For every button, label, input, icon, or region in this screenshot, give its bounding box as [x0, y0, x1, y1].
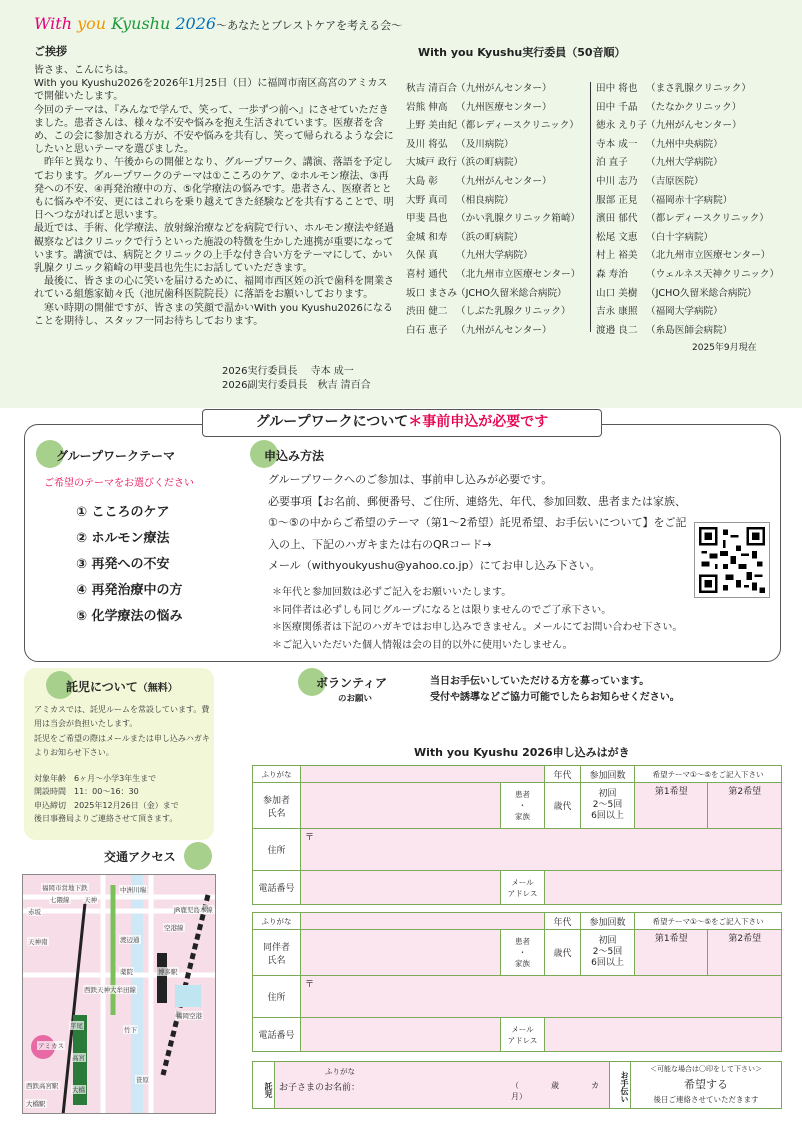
member-name: 秋吉 清百合 — [406, 83, 458, 94]
member-name: 大野 真司 — [406, 194, 448, 206]
greeting-heading: ご挨拶 — [34, 45, 67, 58]
committee-member — [596, 80, 796, 99]
committee-member — [596, 229, 796, 248]
committee-member — [596, 154, 796, 173]
member-name: 中川 志乃 — [596, 175, 638, 187]
theme-item: ④ 再発治療中の方 — [76, 583, 183, 598]
count-options[interactable]: 初回 2～5回 6回以上 — [581, 783, 635, 829]
member-org: （九州がんセンター） — [646, 120, 742, 132]
signature: 2026実行委員長 寺本 成一 2026副実行委員長 秋吉 清百合 — [222, 366, 371, 391]
committee-date: 2025年9月現在 — [692, 343, 757, 353]
member-org: （九州がんセンター） — [456, 324, 552, 336]
committee-list-right — [596, 80, 796, 340]
member-org: （ウェルネス天神クリニック） — [646, 268, 780, 280]
member-name: 岩熊 伸高 — [406, 101, 448, 113]
committee-member — [406, 247, 588, 266]
member-name: 久保 真 — [406, 250, 438, 262]
member-org: （浜の町病院） — [456, 157, 524, 169]
theme-item: ② ホルモン療法 — [76, 531, 170, 546]
member-org: （北九州市立医療センター） — [456, 268, 581, 280]
committee-member — [596, 285, 796, 304]
member-name: 徳永 えり子 — [596, 120, 648, 132]
volunteer-body: 当日お手伝いしていただける方を募っています。 受付や誘導などご協力可能でしたらお知らせください。 — [430, 676, 680, 703]
committee-member — [406, 117, 588, 136]
member-name: 田中 千晶 — [596, 101, 638, 113]
childcare-form: 託児 ふりがな お子さまのお名前： （ 歳 カ月） お手伝い ＜可能な場合は〇印をして下さい＞ 希望する 後日ご連絡させていただきます — [252, 1061, 782, 1109]
member-name: 松尾 文恵 — [596, 231, 638, 243]
count-options[interactable]: 初回 2～5回 6回以上 — [581, 930, 635, 976]
committee-member — [406, 136, 588, 155]
address-input[interactable]: 〒 — [301, 976, 782, 1018]
volunteer-heading: ボランティア — [316, 676, 388, 690]
committee-member — [406, 285, 588, 304]
member-name: 喜村 通代 — [406, 268, 448, 280]
member-org: （相良病院） — [456, 194, 514, 206]
helper-option[interactable]: ＜可能な場合は〇印をして下さい＞ 希望する 後日ご連絡させていただきます — [650, 1065, 762, 1104]
member-org: （しぶた乳腺クリニック） — [456, 306, 571, 318]
committee-member — [406, 192, 588, 211]
qr-code-icon[interactable] — [694, 522, 770, 598]
member-org: （かい乳腺クリニック箱崎） — [456, 213, 581, 225]
greeting-body: 皆さま、こんにちは。 With you Kyushu2026を2026年1月25日（日）に福岡市南区高宮のアミカスで開催いたします。 今回のテーマは、『みんなで学んで、笑って、一歩ずつ前へ』にさせていただきました。患者さんは、様々な不安や悩みを抱え生活されています。医療者を含め、この会に参加される方が、不安や悩みを共有し、笑って帰られるような会にしたいと思いテーマを選びました。 昨年と異なり、午後からの開催となり、グループワーク、講演、落語を予定しております。グループワークのテーマは①こころのケア、②ホルモン療法、③再発への不安、④再発治療中の方、⑤化学療法の悩みです。患者さん、医療者とともに悩みや不安、更にはこれらを乗り越えてきた経験などを共有することで、明日へつながればと思います。 最近では、手術、化学療法、放射線治療などを病院で行い、ホルモン療法や経過観察などはクリニックで行うといった施設の特徴を生かした連携が重要になっています。講演では、病院とクリニックの上手な付き合い方をテーマにして、かい乳腺クリニック箱崎の甲斐昌也先生にお話していただきます。 最後に、皆さまの心に笑いを届けるために、福岡市西区姪の浜で歯科を開業されている組態家勧々氏（池尻歯科医院院長）に落語をお願いしております。 寒い時期の開催ですが、皆さまの笑顔で温かいWith you Kyushu2026になることを期待し、スタッフ一同お待ちしております。 — [34, 65, 394, 327]
member-org: （北九州市立医療センター） — [646, 250, 771, 262]
theme-list — [76, 500, 183, 630]
member-name: 上野 美由紀 — [406, 120, 458, 132]
furigana-input[interactable] — [301, 766, 545, 783]
member-name: 吉永 康照 — [596, 306, 638, 318]
committee-member — [596, 266, 796, 285]
member-name: 寺本 成一 — [596, 138, 638, 150]
committee-member — [406, 210, 588, 229]
member-name: 村上 裕美 — [596, 250, 638, 262]
member-name: 泊 直子 — [596, 157, 628, 169]
member-org: （九州大学病院） — [646, 157, 723, 169]
theme-item: ③ 再発への不安 — [76, 557, 170, 572]
member-org: （吉原医院） — [646, 175, 704, 187]
access-map: 福岡市営地下鉄 七隈線 天神 中洲川端 赤坂 天神南 渡辺通 薬院 平尾 高宮 大橋 アミカス 西鉄天神大牟田線 博多駅 福岡空港 空港線 JR鹿児島本線 竹下 笹原 西鉄高宮駅 大橋駅 — [22, 874, 216, 1114]
member-name: 坂口 まさみ — [406, 287, 458, 299]
member-name: 及川 将弘 — [406, 138, 448, 150]
committee-member — [406, 322, 588, 341]
committee-member — [596, 117, 796, 136]
apply-body: グループワークへのご参加は、事前申し込みが必要です。 必要事項【お名前、郵便番号、ご住所、連絡先、年代、参加回数、患者または家族、①～⑤の中からご希望のテーマ（第1～2希望）託児希望、お手伝いについて】をご記入の上、下記のハガキまたは右のQRコード→ メール（withyoukyushu@yahoo.co.jp）にてお申し込み下さい。 — [268, 469, 688, 577]
email-input[interactable] — [545, 871, 782, 905]
member-name: 甲斐 昌也 — [406, 213, 448, 225]
member-name: 大城戸 政行 — [406, 157, 458, 169]
member-org: （九州がんセンター） — [456, 175, 552, 187]
childcare-body: アミカスでは、託児ルームを常設しています。費用は当会が負担いたします。 託児をご希望の際はメールまたは申し込みハガキよりお知らせ下さい。 — [34, 705, 210, 757]
phone-input[interactable] — [301, 1018, 501, 1052]
child-name-input[interactable]: ふりがな お子さまのお名前： （ 歳 カ月） — [275, 1062, 609, 1108]
committee-member — [596, 192, 796, 211]
committee-member — [406, 99, 588, 118]
apply-email: メール（withyoukyushu@yahoo.co.jp）にてお申し込み下さい。 — [268, 559, 601, 572]
member-org: （JCHO久留米総合病院） — [646, 287, 757, 299]
committee-heading: With you Kyushu実行委員（50音順） — [418, 46, 626, 59]
committee-member — [596, 210, 796, 229]
committee-member — [596, 99, 796, 118]
committee-member — [406, 80, 588, 99]
member-name: 服部 正見 — [596, 194, 638, 206]
furigana-input[interactable] — [301, 913, 545, 930]
member-org: （九州医療センター） — [456, 101, 552, 113]
member-org: （都レディースクリニック） — [456, 120, 579, 132]
committee-member — [596, 322, 796, 341]
member-org: （JCHO久留米総合病院） — [456, 287, 567, 299]
theme-item: ⑤ 化学療法の悩み — [76, 609, 183, 624]
companion-form: ふりがな 年代 参加回数 希望テーマ①～⑤をご記入下さい 同伴者 氏名 患者 ・ 家族 歳代 初回 2～5回 6回以上 第1希望 第2希望 住所 〒 電話番号 メール アドレス — [252, 912, 782, 1052]
committee-member — [596, 247, 796, 266]
form-title: With you Kyushu 2026申し込みはがき — [414, 746, 630, 759]
committee-member — [406, 173, 588, 192]
committee-member — [406, 266, 588, 285]
member-org: （九州がんセンター） — [456, 83, 552, 94]
member-name: 濱田 郁代 — [596, 213, 638, 225]
member-name: 渡邉 良二 — [596, 324, 638, 336]
member-org: （福岡大学病院） — [646, 306, 723, 318]
member-org: （まさ乳腺クリニック） — [646, 83, 751, 94]
member-org: （たなかクリニック） — [646, 101, 742, 113]
volunteer-sub: のお願い — [338, 694, 373, 704]
committee-member — [596, 136, 796, 155]
committee-member — [596, 303, 796, 322]
member-org: （糸島医師会病院） — [646, 324, 733, 336]
member-name: 渋田 健二 — [406, 306, 448, 318]
phone-input[interactable] — [301, 871, 501, 905]
member-org: （九州中央病院） — [646, 138, 723, 150]
committee-member — [596, 173, 796, 192]
member-name: 白石 恵子 — [406, 324, 448, 336]
address-input[interactable]: 〒 — [301, 829, 782, 871]
childcare-info: 対象年齢 6ヶ月～小学3年生まで 開設時間 11：00～16：30 申込締切 2025年12月26日（金）まで 後日事務局よりご連絡させて頂きます。 — [34, 774, 179, 824]
committee-list-left — [406, 80, 588, 340]
groupwork-tab: グループワークについて＊事前申込が必要です — [202, 409, 602, 437]
committee-member — [406, 229, 588, 248]
theme-item: ① こころのケア — [76, 505, 170, 520]
page-title: With you Kyushu 2026～あなたとブレストケアを考える会～ — [34, 14, 403, 33]
email-input[interactable] — [545, 1018, 782, 1052]
member-name: 金城 和寿 — [406, 231, 448, 243]
companion-name-input[interactable] — [301, 930, 501, 976]
committee-member — [406, 303, 588, 322]
member-org: （都レディースクリニック） — [646, 213, 769, 225]
bullet-blob — [184, 842, 212, 870]
childcare-heading: 託児について（無料） — [66, 680, 178, 694]
member-org: （福岡赤十字病院） — [646, 194, 733, 206]
member-name: 田中 将也 — [596, 83, 638, 94]
committee-member — [406, 154, 588, 173]
member-org: （浜の町病院） — [456, 231, 524, 243]
member-org: （白十字病院） — [646, 231, 714, 243]
participant-form: ふりがな 年代 参加回数 希望テーマ①～⑤をご記入下さい 参加者 氏名 患者 ・ 家族 歳代 初回 2～5回 6回以上 第1希望 第2希望 住所 〒 電話番号 メール アドレス — [252, 765, 782, 905]
member-name: 大島 彰 — [406, 175, 438, 187]
theme-subheading: ご希望のテーマをお選びください — [44, 478, 194, 489]
apply-heading: 申込み方法 — [264, 449, 325, 463]
member-org: （及川病院） — [456, 138, 514, 150]
member-org: （九州大学病院） — [456, 250, 533, 262]
member-name: 森 寿治 — [596, 268, 628, 280]
participant-name-input[interactable] — [301, 783, 501, 829]
divider — [590, 82, 591, 332]
theme-heading: グループワークテーマ — [56, 449, 176, 463]
member-name: 山口 美樹 — [596, 287, 638, 299]
page-subtitle: ～あなたとブレストケアを考える会～ — [216, 19, 403, 32]
access-heading: 交通アクセス — [104, 850, 176, 864]
notes-list: ＊年代と参加回数は必ずご記入をお願いいたします。 ＊同伴者は必ずしも同じグループになるとは限りませんのでご了承下さい。 ＊医療関係者は下記のハガキではお申し込みできません。メールにてお問い合わせ下さい。 ＊ご記入いただいた個人情報は会の目的以外に使用いたしません。 — [272, 587, 683, 651]
